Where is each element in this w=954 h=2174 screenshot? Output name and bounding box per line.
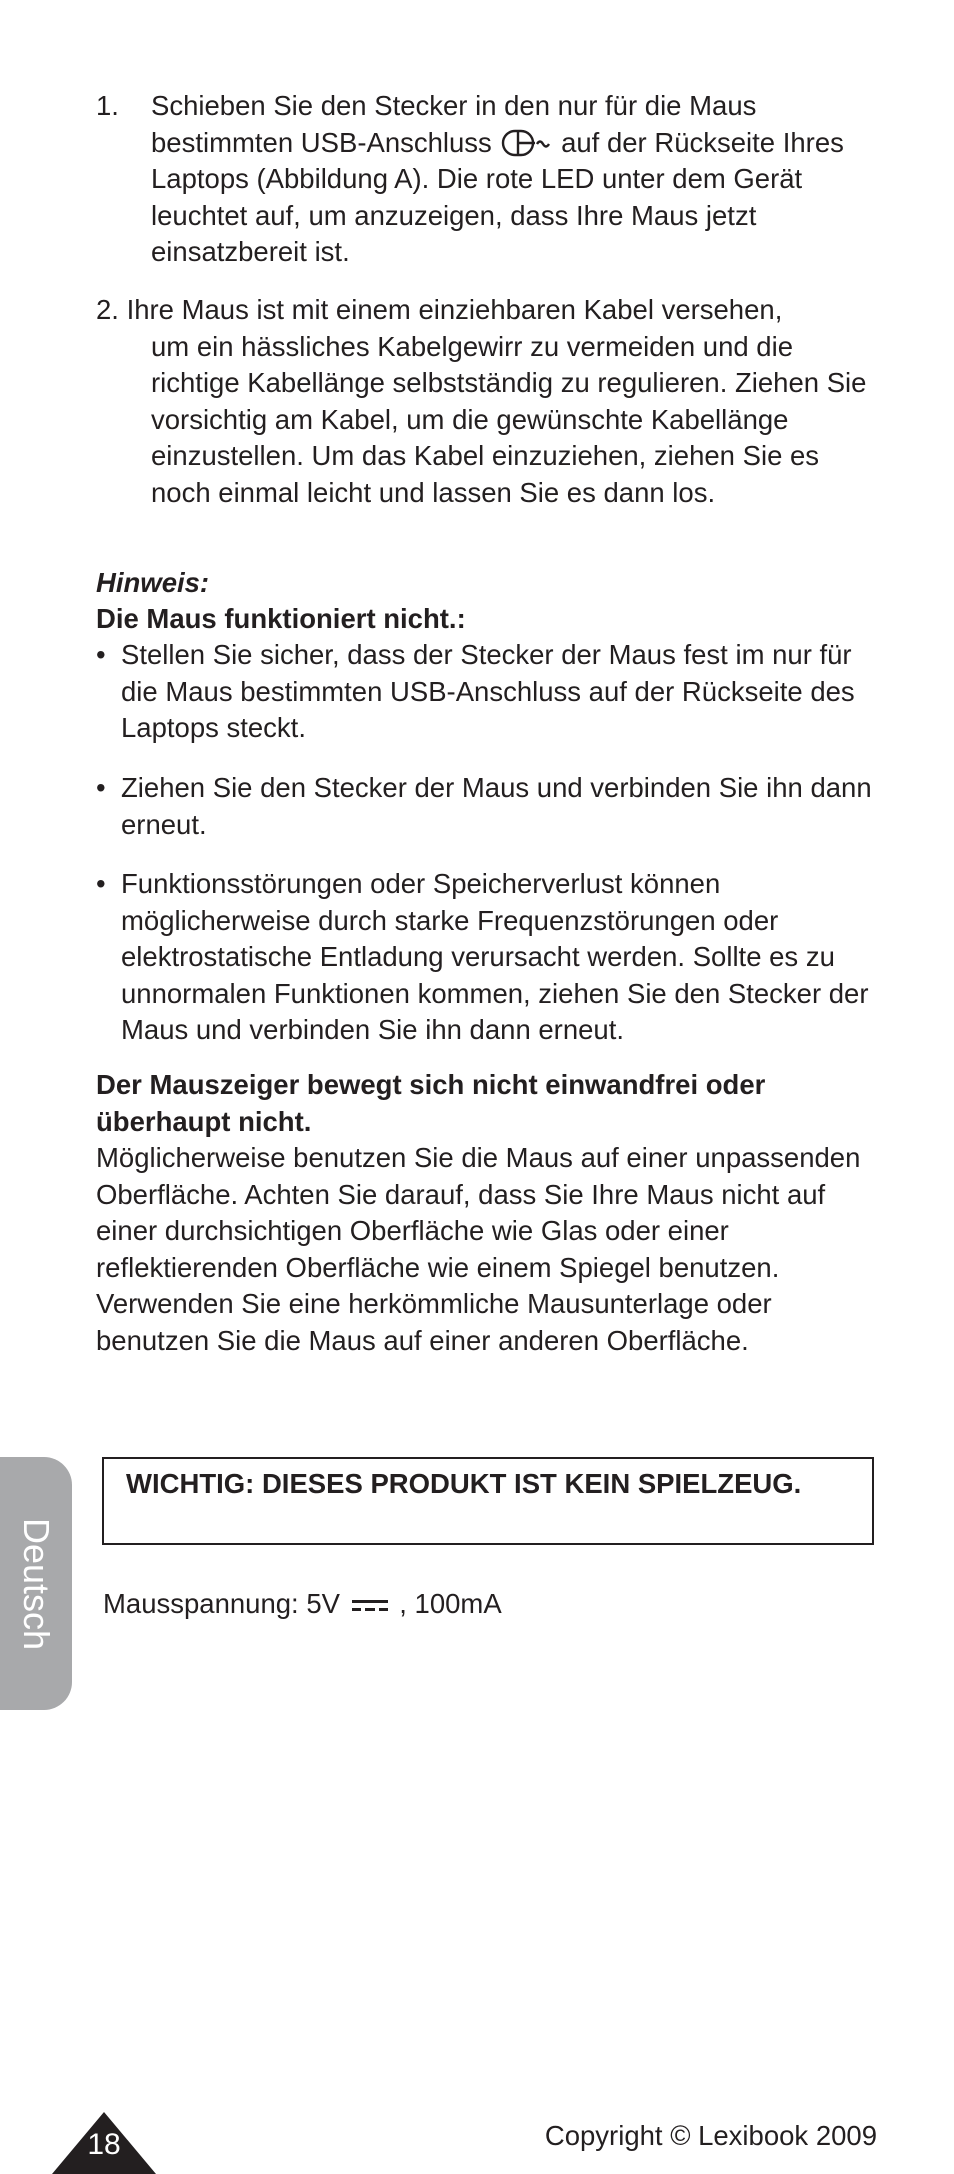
bullet-text: Stellen Sie sicher, dass der Stecker der Maus fest im nur für die Maus bestimmten USB-Anschluss auf der Rückseite des Laptops steckt. <box>121 639 855 743</box>
usb-port-icon <box>501 128 551 158</box>
dc-current-icon <box>352 1599 388 1613</box>
warning-box: WICHTIG: DIESES PRODUKT IST KEIN SPIELZEUG. <box>102 1457 874 1545</box>
note-label: Hinweis: <box>96 567 210 598</box>
list-item <box>96 637 876 747</box>
bullet-marker: • <box>96 639 106 670</box>
language-tab <box>0 1457 72 1710</box>
problem-2-text: Möglicherweise benutzen Sie die Maus auf einer unpassenden Oberfläche. Achten Sie darauf, dass Sie Ihre Maus nicht auf einer durchsichtigen Oberfläche wie Glas oder einer reflektierenden Oberfläche wie einem Spiegel benutzen. Verwenden Sie eine herkömmliche Mausunterlage oder benutzen Sie die Maus auf einer anderen Oberfläche. <box>96 1142 861 1356</box>
step-1 <box>96 88 876 271</box>
step-1-number: 1. <box>96 90 119 121</box>
language-tab-label: Deutsch <box>16 1517 57 1650</box>
bullet-text: Funktionsstörungen oder Speicherverlust können möglicherweise durch starke Frequenzstörungen oder elektrostatische Entladung verursacht werden. Sollte es zu unnormalen Funktionen kommen, ziehen Sie den Stecker der Maus und verbinden Sie ihn dann erneut. <box>121 868 869 1045</box>
copyright: Copyright © Lexibook 2009 <box>544 2120 877 2151</box>
list-item <box>96 866 876 1049</box>
list-item <box>96 770 876 843</box>
bullet-marker: • <box>96 772 106 803</box>
page-number: 18 <box>87 2128 121 2161</box>
voltage-current: , 100mA <box>399 1588 502 1619</box>
bullet-marker: • <box>96 868 106 899</box>
voltage-line <box>103 1586 502 1623</box>
step-2-number: 2. <box>96 294 119 325</box>
step-2 <box>96 292 876 511</box>
step-2-text: um ein hässliches Kabelgewirr zu vermeiden und die richtige Kabellänge selbstständig zu regulieren. Ziehen Sie vorsichtig am Kabel, um die gewünschte Kabellänge einzustellen. Um das Kabel einzuziehen, ziehen Sie es noch einmal leicht und lassen Sie es dann los. <box>151 330 867 508</box>
bullet-text: Ziehen Sie den Stecker der Maus und verbinden Sie ihn dann erneut. <box>121 772 872 840</box>
problem-1-title: Die Maus funktioniert nicht.: <box>96 603 466 634</box>
step-2-first-line: Ihre Maus ist mit einem einziehbaren Kabel versehen, <box>126 294 783 325</box>
step-1-text-before: Schieben Sie den Stecker in den nur für die Maus bestimmten USB-Anschluss <box>151 90 757 158</box>
step-1-text-after: auf der Rückseite Ihres Laptops (Abbildung A). Die rote LED unter dem Gerät leuchtet auf, um anzuzeigen, dass Ihre Maus jetzt einsatzbereit ist. <box>151 126 844 267</box>
voltage-label: Mausspannung: 5V <box>103 1588 340 1619</box>
problem-2-title: Der Mauszeiger bewegt sich nicht einwandfrei oder überhaupt nicht. <box>96 1069 766 1137</box>
